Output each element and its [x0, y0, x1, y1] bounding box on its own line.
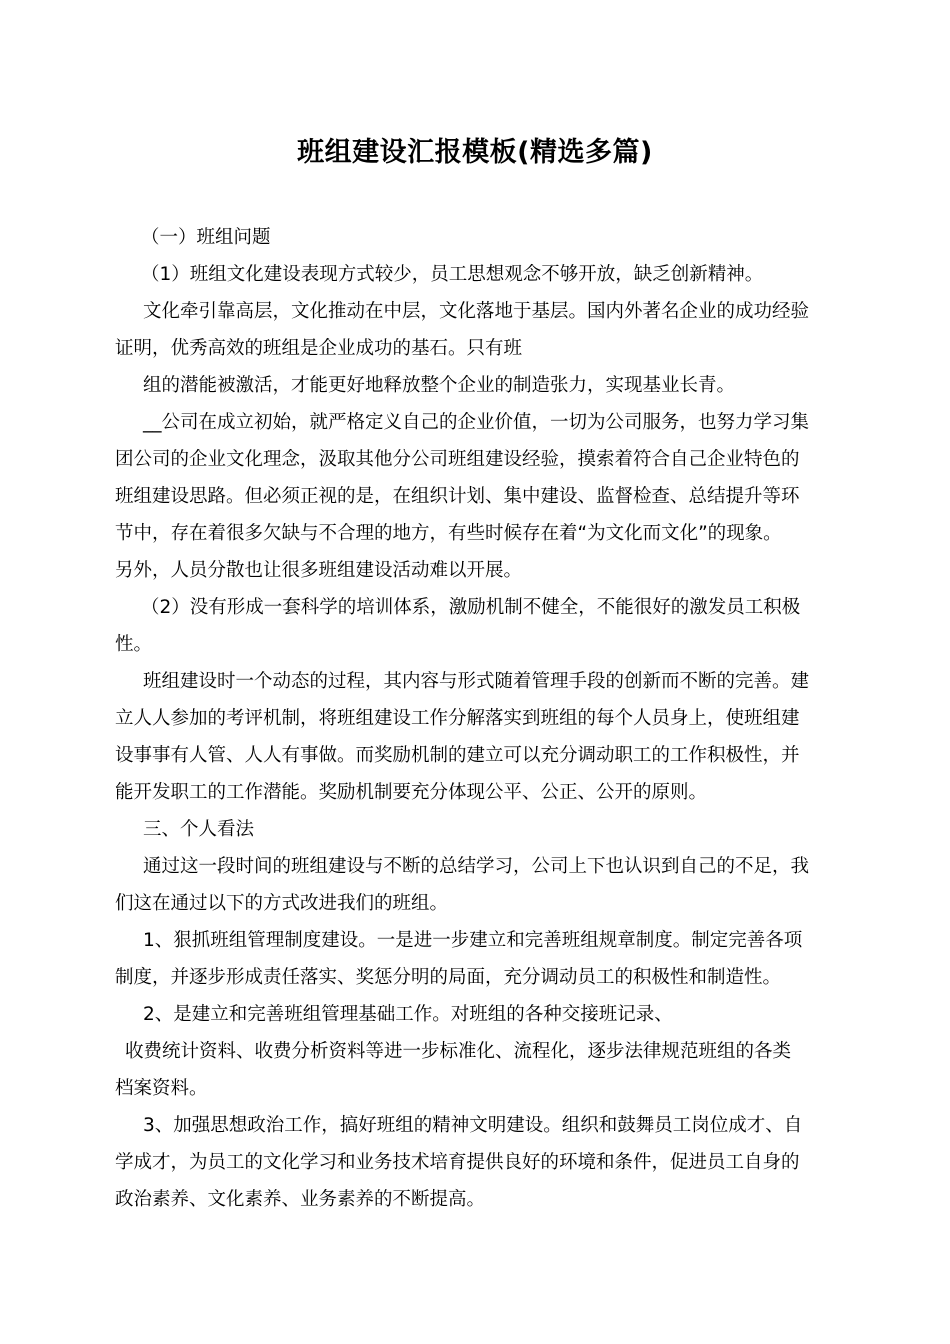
paragraph-line: 能开发职工的工作潜能。奖励机制要充分体现公平、公正、公开的原则。 — [115, 782, 708, 803]
paragraph-line: 收费统计资料、收费分析资料等进一步标准化、流程化，逐步法律规范班组的各类 — [125, 1041, 792, 1062]
paragraph-line: 性。 — [115, 634, 153, 655]
paragraph-line: 通过这一段时间的班组建设与不断的总结学习，公司上下也认识到自己的不足，我 — [143, 856, 810, 877]
paragraph-line: 1、狠抓班组管理制度建设。一是进一步建立和完善班组规章制度。制定完善各项 — [143, 930, 803, 951]
paragraph-line: 们这在通过以下的方式改进我们的班组。 — [115, 893, 449, 914]
paragraph-line: 节中，存在着很多欠缺与不合理的地方，有些时候存在着“为文化而文化”的现象。 — [115, 523, 782, 544]
paragraph-line: 班组建设时一个动态的过程，其内容与形式随着管理手段的创新而不断的完善。建 — [143, 671, 810, 692]
paragraph-line: 3、加强思想政治工作，搞好班组的精神文明建设。组织和鼓舞员工岗位成才、自 — [143, 1115, 803, 1136]
paragraph-line: 另外，人员分散也让很多班组建设活动难以开展。 — [115, 560, 523, 581]
section-heading: 三、个人看法 — [143, 819, 255, 840]
paragraph-line: 班组建设思路。但必须正视的是，在组织计划、集中建设、监督检查、总结提升等环 — [115, 486, 800, 507]
paragraph-line: 立人人参加的考评机制，将班组建设工作分解落实到班组的每个人员身上，使班组建 — [115, 708, 800, 729]
paragraph-line: 制度，并逐步形成责任落实、奖惩分明的局面，充分调动员工的积极性和制造性。 — [115, 967, 782, 988]
paragraph-line: 设事事有人管、人人有事做。而奖励机制的建立可以充分调动职工的工作积极性，并 — [115, 745, 800, 766]
document-title: 班组建设汇报模板(精选多篇) — [297, 137, 653, 168]
section-heading: （一）班组问题 — [141, 227, 271, 248]
paragraph-line: __公司在成立初始，就严格定义自己的企业价值，一切为公司服务，也努力学习集 — [143, 412, 810, 433]
paragraph-line: 档案资料。 — [115, 1078, 208, 1099]
paragraph-line: （1）班组文化建设表现方式较少，员工思想观念不够开放，缺乏创新精神。 — [141, 264, 764, 285]
paragraph-line: 证明，优秀高效的班组是企业成功的基石。只有班 — [115, 338, 523, 359]
paragraph-line: （2）没有形成一套科学的培训体系，激励机制不健全，不能很好的激发员工积极 — [141, 597, 801, 618]
paragraph-line: 政治素养、文化素养、业务素养的不断提高。 — [115, 1189, 486, 1210]
paragraph-line: 2、是建立和完善班组管理基础工作。对班组的各种交接班记录、 — [143, 1004, 673, 1025]
paragraph-line: 文化牵引靠高层，文化推动在中层，文化落地于基层。国内外著名企业的成功经验 — [143, 301, 810, 322]
paragraph-line: 组的潜能被激活，才能更好地释放整个企业的制造张力，实现基业长青。 — [143, 375, 736, 396]
paragraph-line: 学成才，为员工的文化学习和业务技术培育提供良好的环境和条件，促进员工自身的 — [115, 1152, 800, 1173]
paragraph-line: 团公司的企业文化理念，汲取其他分公司班组建设经验，摸索着符合自己企业特色的 — [115, 449, 800, 470]
